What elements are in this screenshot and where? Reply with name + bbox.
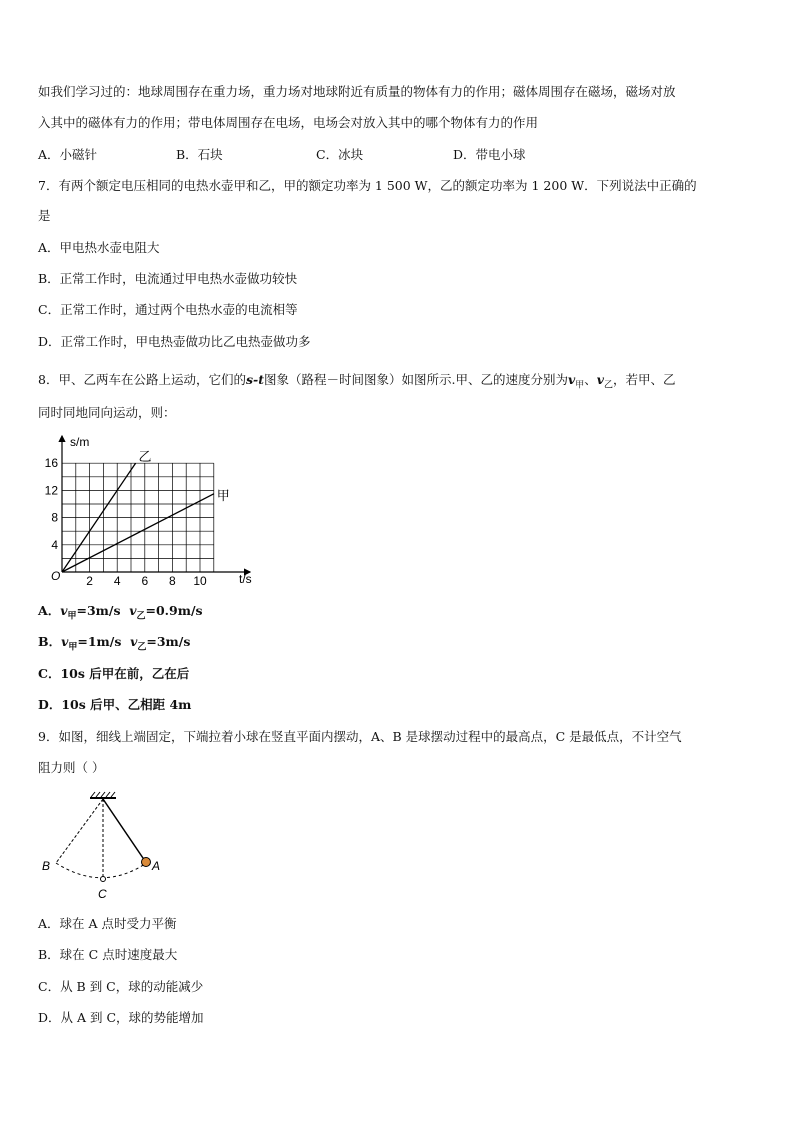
q8-option-b-v2: v bbox=[130, 634, 138, 649]
pendulum-ball bbox=[142, 858, 151, 867]
q7-option-d: D．正常工作时，甲电热壶做功比乙电热壶做功多 bbox=[38, 334, 311, 349]
origin-label: O bbox=[51, 569, 61, 583]
q8-option-a-letter: A． bbox=[38, 603, 61, 618]
ceiling-hatching bbox=[91, 792, 115, 797]
y-tick-label: 4 bbox=[51, 537, 58, 552]
q7-option-b: B．正常工作时，电流通过甲电热水壶做功较快 bbox=[38, 271, 298, 286]
q8-st-symbol: s-t bbox=[245, 372, 264, 387]
y-axis-label: s/m bbox=[70, 435, 90, 449]
string-to-a bbox=[103, 799, 145, 861]
q7-stem-line-1: 7．有两个额定电压相同的电热水壶甲和乙，甲的额定功率为 1 500 W，乙的额定功率为 1 200 W．下列说法中正确的 bbox=[38, 178, 697, 193]
q9-option-a: A．球在 A 点时受力平衡 bbox=[38, 916, 177, 931]
q8-option-b-sub1: 甲 bbox=[68, 642, 78, 653]
q9-option-d: D．从 A 到 C，球的势能增加 bbox=[38, 1010, 204, 1025]
y-tick-label: 12 bbox=[44, 483, 58, 498]
intro-option-d: D．带电小球 bbox=[453, 147, 526, 162]
pendulum-diagram bbox=[36, 790, 176, 902]
q8-option-c: C．10s 后甲在前，乙在后 bbox=[38, 666, 190, 681]
intro-line-1: 如我们学习过的：地球周围存在重力场，重力场对地球附近有质量的物体有力的作用；磁体周围存在磁场，磁场对放 bbox=[38, 84, 676, 99]
q8-option-d: D．10s 后甲、乙相距 4m bbox=[38, 697, 192, 712]
q7-stem-line-2: 是 bbox=[38, 208, 51, 223]
q8-option-a-v1: v bbox=[60, 603, 68, 618]
q9-stem-line-1: 9．如图，细线上端固定，下端拉着小球在竖直平面内摆动，A、B 是球摆动过程中的最高点，C 是最低点，不计空气 bbox=[38, 729, 682, 744]
x-tick-label: 10 bbox=[193, 574, 207, 588]
q8-sub-jia: 甲 bbox=[575, 380, 585, 391]
q8-option-b-sub2: 乙 bbox=[137, 642, 147, 653]
string-to-b bbox=[56, 799, 103, 863]
q8-v-symbol-2: v bbox=[596, 372, 605, 387]
q8-stem-text-a: 8．甲、乙两车在公路上运动，它们的 bbox=[38, 372, 246, 387]
q7-option-c: C．正常工作时，通过两个电热水壶的电流相等 bbox=[38, 302, 298, 317]
q8-option-b bbox=[38, 634, 190, 656]
q8-option-a-sub1: 甲 bbox=[67, 611, 77, 622]
q8-stem-line-2: 同时同地同向运动，则： bbox=[38, 405, 176, 420]
q8-option-a-eq1: =3m/s bbox=[76, 603, 121, 618]
series-line bbox=[62, 494, 214, 572]
y-tick-label: 16 bbox=[44, 456, 58, 471]
point-b-label: B bbox=[42, 859, 51, 873]
q8-sub-yi: 乙 bbox=[604, 380, 614, 391]
series-label: 乙 bbox=[138, 449, 152, 465]
q8-option-b-v1: v bbox=[61, 634, 69, 649]
q8-stem-line-1 bbox=[38, 372, 676, 394]
q8-option-a-eq2: =0.9m/s bbox=[145, 603, 203, 618]
point-a-label: A bbox=[152, 859, 161, 873]
intro-option-b: B．石块 bbox=[176, 147, 223, 162]
q8-sep: 、 bbox=[584, 372, 597, 387]
x-axis-label: t/s bbox=[239, 572, 252, 586]
x-tick-label: 4 bbox=[113, 574, 121, 588]
q8-option-b-eq1: =1m/s bbox=[77, 634, 122, 649]
x-tick-label: 2 bbox=[86, 574, 93, 588]
point-c-label: C bbox=[98, 887, 107, 901]
y-tick-label: 8 bbox=[51, 510, 58, 525]
q8-option-a bbox=[38, 603, 203, 625]
intro-option-a: A．小磁针 bbox=[38, 147, 98, 162]
swing-arc bbox=[56, 862, 148, 878]
x-tick-label: 8 bbox=[169, 574, 176, 588]
ball-c-position bbox=[101, 877, 106, 882]
q8-v-symbol-1: v bbox=[567, 372, 576, 387]
q9-option-b: B．球在 C 点时速度最大 bbox=[38, 947, 178, 962]
q8-stem-text-b: 图象（路程－时间图象）如图所示.甲、乙的速度分别为 bbox=[263, 372, 568, 387]
x-tick-label: 6 bbox=[141, 574, 149, 588]
q8-option-b-eq2: =3m/s bbox=[146, 634, 191, 649]
q8-stem-text-c: ，若甲、乙 bbox=[613, 372, 676, 387]
q8-option-a-sub2: 乙 bbox=[136, 611, 146, 622]
chart-grid bbox=[62, 463, 214, 572]
intro-option-c: C．冰块 bbox=[316, 147, 364, 162]
st-graph bbox=[40, 432, 280, 592]
q8-option-b-letter: B． bbox=[38, 634, 62, 649]
q8-option-a-v2: v bbox=[129, 603, 137, 618]
q7-option-a: A．甲电热水壶电阻大 bbox=[38, 240, 160, 255]
chart-series bbox=[62, 449, 230, 572]
series-label: 甲 bbox=[216, 487, 230, 503]
q9-stem-line-2: 阻力则（ ） bbox=[38, 760, 105, 775]
q9-option-c: C．从 B 到 C，球的动能减少 bbox=[38, 979, 204, 994]
intro-line-2: 入其中的磁体有力的作用；带电体周围存在电场，电场会对放入其中的哪个物体有力的作用 bbox=[38, 115, 539, 130]
